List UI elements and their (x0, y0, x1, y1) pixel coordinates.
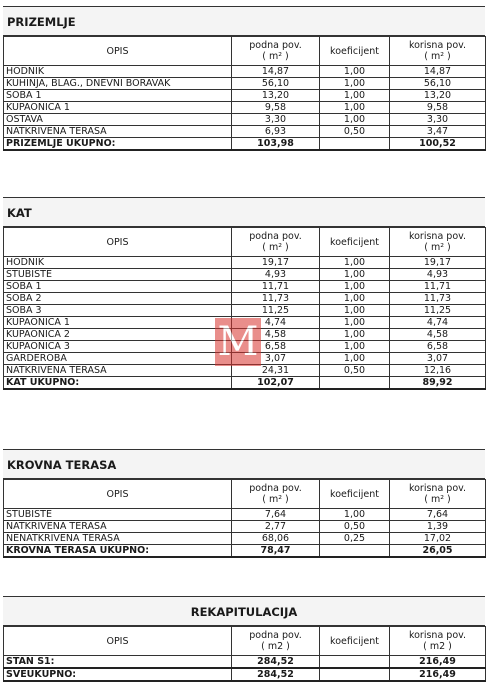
col-header-koeficijent: koeficijent (320, 627, 390, 656)
cell-opis: PRIZEMLJE UKUPNO: (4, 138, 232, 151)
cell-opis: NENATKRIVENA TERASA (4, 533, 232, 545)
col-header-opis: OPIS (4, 37, 232, 66)
cell-podna: 6,93 (232, 126, 320, 138)
cell-korisna: 216,49 (390, 656, 486, 669)
cell-podna: 3,30 (232, 114, 320, 126)
cell-opis: SOBA 1 (4, 90, 232, 102)
total-row (4, 668, 486, 681)
cell-koeficijent: 0,50 (320, 126, 390, 138)
total-row (4, 377, 486, 390)
cell-podna: 11,73 (232, 293, 320, 305)
cell-korisna: 100,52 (390, 138, 486, 151)
cell-podna: 11,71 (232, 281, 320, 293)
cell-korisna: 26,05 (390, 545, 486, 558)
cell-opis: SOBA 3 (4, 305, 232, 317)
cell-korisna: 11,25 (390, 305, 486, 317)
cell-podna: 7,64 (232, 509, 320, 521)
total-row (4, 545, 486, 558)
cell-opis: NATKRIVENA TERASA (4, 521, 232, 533)
cell-korisna: 7,64 (390, 509, 486, 521)
section-rekapitulacija (3, 596, 485, 682)
cell-podna: 11,25 (232, 305, 320, 317)
col-header-opis: OPIS (4, 627, 232, 656)
cell-podna: 4,93 (232, 269, 320, 281)
cell-korisna: 13,20 (390, 90, 486, 102)
recap-table (3, 626, 486, 682)
table-row (4, 90, 486, 102)
cell-korisna: 4,74 (390, 317, 486, 329)
cell-opis: SOBA 2 (4, 293, 232, 305)
col-header-podna: podna pov. ( m2 ) (232, 627, 320, 656)
table-row (4, 102, 486, 114)
cell-podna: 2,77 (232, 521, 320, 533)
cell-koeficijent: 0,50 (320, 521, 390, 533)
section-title: REKAPITULACIJA (3, 596, 485, 626)
cell-korisna: 216,49 (390, 668, 486, 681)
cell-korisna: 9,58 (390, 102, 486, 114)
cell-podna: 24,31 (232, 365, 320, 377)
cell-koeficijent: 0,25 (320, 533, 390, 545)
cell-koeficijent: 1,00 (320, 329, 390, 341)
cell-korisna: 3,30 (390, 114, 486, 126)
cell-koeficijent (320, 138, 390, 151)
table-row (4, 281, 486, 293)
area-table (3, 36, 486, 151)
table-row (4, 521, 486, 533)
cell-opis: NATKRIVENA TERASA (4, 126, 232, 138)
table-row (4, 114, 486, 126)
cell-podna: 102,07 (232, 377, 320, 390)
cell-podna: 103,98 (232, 138, 320, 151)
cell-korisna: 17,02 (390, 533, 486, 545)
cell-podna: 6,58 (232, 341, 320, 353)
cell-koeficijent: 1,00 (320, 90, 390, 102)
cell-korisna: 11,71 (390, 281, 486, 293)
area-table (3, 479, 486, 558)
cell-korisna: 89,92 (390, 377, 486, 390)
cell-korisna: 12,16 (390, 365, 486, 377)
cell-podna: 9,58 (232, 102, 320, 114)
cell-podna: 284,52 (232, 656, 320, 669)
cell-opis: KROVNA TERASA UKUPNO: (4, 545, 232, 558)
cell-koeficijent: 1,00 (320, 66, 390, 78)
cell-korisna: 6,58 (390, 341, 486, 353)
table-row (4, 257, 486, 269)
col-header-podna: podna pov. ( m² ) (232, 228, 320, 257)
cell-podna: 78,47 (232, 545, 320, 558)
cell-koeficijent: 1,00 (320, 341, 390, 353)
col-header-koeficijent: koeficijent (320, 37, 390, 66)
table-row (4, 269, 486, 281)
cell-podna: 284,52 (232, 668, 320, 681)
col-header-korisna: korisna pov. ( m² ) (390, 228, 486, 257)
cell-opis: KUHINJA, BLAG., DNEVNI BORAVAK (4, 78, 232, 90)
table-row (4, 126, 486, 138)
cell-opis: STAN S1: (4, 656, 232, 669)
cell-opis: STUBIŠTE (4, 509, 232, 521)
cell-korisna: 1,39 (390, 521, 486, 533)
section-prizemlje (3, 6, 485, 151)
cell-opis: KUPAONICA 2 (4, 329, 232, 341)
cell-opis: GARDEROBA (4, 353, 232, 365)
cell-koeficijent: 1,00 (320, 257, 390, 269)
watermark-logo: M (215, 318, 261, 366)
section-title: KAT (3, 197, 485, 227)
cell-koeficijent (320, 656, 390, 669)
cell-korisna: 4,93 (390, 269, 486, 281)
cell-koeficijent: 1,00 (320, 317, 390, 329)
cell-koeficijent: 1,00 (320, 114, 390, 126)
cell-koeficijent: 1,00 (320, 509, 390, 521)
cell-koeficijent: 1,00 (320, 293, 390, 305)
cell-korisna: 14,87 (390, 66, 486, 78)
cell-opis: STUBIŠTE (4, 269, 232, 281)
cell-opis: SVEUKUPNO: (4, 668, 232, 681)
cell-opis: KUPAONICA 1 (4, 102, 232, 114)
col-header-koeficijent: koeficijent (320, 480, 390, 509)
cell-koeficijent: 1,00 (320, 102, 390, 114)
table-row (4, 78, 486, 90)
cell-koeficijent: 1,00 (320, 281, 390, 293)
cell-korisna: 4,58 (390, 329, 486, 341)
section-title: PRIZEMLJE (3, 6, 485, 36)
cell-koeficijent: 0,50 (320, 365, 390, 377)
cell-korisna: 56,10 (390, 78, 486, 90)
col-header-podna: podna pov. ( m² ) (232, 480, 320, 509)
cell-podna: 56,10 (232, 78, 320, 90)
cell-korisna: 3,07 (390, 353, 486, 365)
cell-koeficijent: 1,00 (320, 269, 390, 281)
cell-opis: HODNIK (4, 257, 232, 269)
col-header-opis: OPIS (4, 480, 232, 509)
cell-opis: NATKRIVENA TERASA (4, 365, 232, 377)
section-krovna-terasa (3, 449, 485, 558)
col-header-opis: OPIS (4, 228, 232, 257)
cell-koeficijent: 1,00 (320, 305, 390, 317)
total-row (4, 138, 486, 151)
table-row (4, 365, 486, 377)
cell-opis: KAT UKUPNO: (4, 377, 232, 390)
cell-koeficijent: 1,00 (320, 353, 390, 365)
table-row (4, 293, 486, 305)
cell-opis: HODNIK (4, 66, 232, 78)
cell-opis: KUPAONICA 3 (4, 341, 232, 353)
cell-koeficijent (320, 545, 390, 558)
cell-korisna: 19,17 (390, 257, 486, 269)
table-row (4, 509, 486, 521)
cell-opis: OSTAVA (4, 114, 232, 126)
col-header-korisna: korisna pov. ( m2 ) (390, 627, 486, 656)
cell-podna: 13,20 (232, 90, 320, 102)
col-header-koeficijent: koeficijent (320, 228, 390, 257)
cell-podna: 3,07 (232, 353, 320, 365)
cell-korisna: 11,73 (390, 293, 486, 305)
cell-opis: SOBA 1 (4, 281, 232, 293)
cell-podna: 19,17 (232, 257, 320, 269)
total-row (4, 656, 486, 669)
col-header-korisna: korisna pov. ( m² ) (390, 37, 486, 66)
col-header-korisna: korisna pov. ( m² ) (390, 480, 486, 509)
cell-koeficijent (320, 377, 390, 390)
cell-podna: 4,58 (232, 329, 320, 341)
cell-korisna: 3,47 (390, 126, 486, 138)
section-title: KROVNA TERASA (3, 449, 485, 479)
table-row (4, 305, 486, 317)
cell-podna: 4,74 (232, 317, 320, 329)
cell-podna: 68,06 (232, 533, 320, 545)
cell-opis: KUPAONICA 1 (4, 317, 232, 329)
table-row (4, 533, 486, 545)
table-row (4, 66, 486, 78)
cell-koeficijent (320, 668, 390, 681)
cell-podna: 14,87 (232, 66, 320, 78)
cell-koeficijent: 1,00 (320, 78, 390, 90)
col-header-podna: podna pov. ( m² ) (232, 37, 320, 66)
